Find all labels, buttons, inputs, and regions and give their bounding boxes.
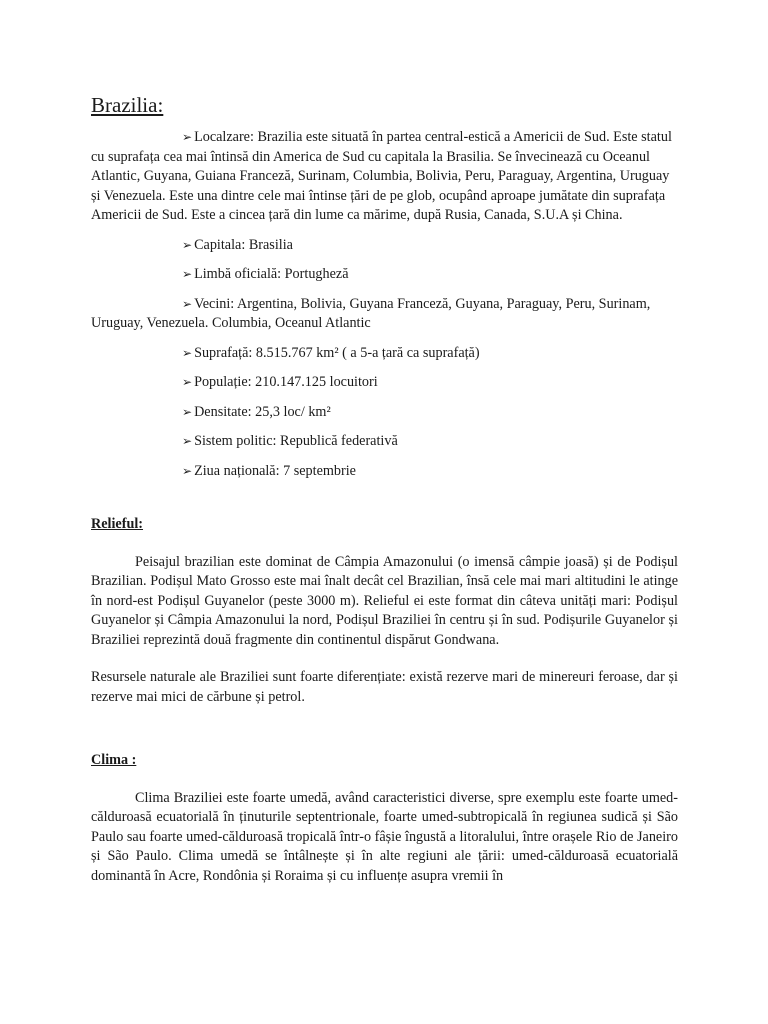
resources-paragraph: Resursele naturale ale Braziliei sunt foarte diferențiate: există rezerve mari de minereuri feroase, dar și rezerve mai mici de cărbune și petrol. <box>91 669 678 705</box>
document-body <box>91 92 678 886</box>
bullet-neighbors <box>91 295 678 334</box>
relief-heading: Relieful: <box>91 516 144 532</box>
clima-paragraph: Clima Braziliei este foarte umedă, având caracteristici diverse, spre exemplu este foarte umed-călduroasă ecuatorială în ținuturile septentrionale, foarte umed-subtropicală în regiunea sudică și São Paulo sau foarte umed-călduroasă tropicală într-o fâșie îngustă a litoralului, între orașele Rio de Janeiro și São Paulo. Clima umedă se întâlnește și în alte regiuni ale țării: umed-călduroasă ecuatorială dominantă în Acre, Rondônia și Roraima și cu influențe asupra vremii în <box>91 789 678 884</box>
bullet-text: Limbă oficială: Portugheză <box>194 266 349 282</box>
bullet-text: Ziua națională: 7 septembrie <box>194 462 356 479</box>
bullet-text: Sistem politic: Republică federativă <box>194 433 398 449</box>
arrow-bullet-icon: ➢ <box>182 237 193 252</box>
bullet-text: Populație: 210.147.125 locuitori <box>194 374 378 390</box>
arrow-bullet-icon: ➢ <box>182 375 193 389</box>
bullet-language <box>91 265 678 285</box>
bullet-national-day <box>91 462 678 482</box>
bullet-text: Vecini: Argentina, Bolivia, Guyana Franceză, Guyana, Paraguay, Peru, Surinam, Uruguay, Venezuela. Columbia, Oceanul Atlantic <box>91 295 651 331</box>
arrow-bullet-icon: ➢ <box>182 345 193 360</box>
bullet-density <box>91 403 678 423</box>
arrow-bullet-icon: ➢ <box>182 296 193 311</box>
relief-paragraph: Peisajul brazilian este dominat de Câmpia Amazonului (o imensă câmpie joasă) și de Podișul Brazilian. Podișul Mato Grosso este mai înalt decât cel Brazilian, însă cele mai mari altitudini le atinge în nord-est Podișul Guyanelor (peste 3000 m). Relieful ei este format din câteva unități mari: Podișul Guyanelor și Câmpia Amazonului la nord, Podișul Braziliei în centru și în sud. Podișurile Guyanelor și Braziliei reprezintă două fragmente din continentul dispărut Gondwana. <box>91 553 678 648</box>
arrow-bullet-icon: ➢ <box>182 434 193 448</box>
bullet-text: Capitala: Brasilia <box>194 236 293 253</box>
bullet-area <box>91 344 678 364</box>
clima-heading: Clima : <box>91 752 137 768</box>
arrow-bullet-icon: ➢ <box>182 267 193 281</box>
page-title: Brazilia: <box>91 93 164 117</box>
arrow-bullet-icon: ➢ <box>182 463 193 478</box>
bullet-text: Suprafață: 8.515.767 km² ( a 5-a țară ca suprafață) <box>194 344 480 361</box>
bullet-location <box>91 128 678 226</box>
bullet-text: Localzare: Brazilia este situată în partea central-estică a Americii de Sud. Este statul cu suprafața cea mai întinsă din America de Sud cu capitala la Brasilia. Se învecinează cu Oceanul Atlantic, Guyana, Guiana Franceză, Surinam, Columbia, Bolivia, Peru, Paraguay, Argentina, Uruguay și Venezuela. Este una dintre cele mai întinse țări de pe glob, ocupând aproape jumătate din suprafața Americii de Sud. Este a cincea țară din lume ca mărime, după Rusia, Canada, S.U.A și China. <box>91 129 672 223</box>
arrow-bullet-icon: ➢ <box>182 404 193 419</box>
arrow-bullet-icon: ➢ <box>182 130 193 144</box>
bullet-population <box>91 373 678 393</box>
bullet-political-system <box>91 432 678 452</box>
bullet-capital <box>91 236 678 256</box>
bullet-text: Densitate: 25,3 loc/ km² <box>194 403 331 420</box>
